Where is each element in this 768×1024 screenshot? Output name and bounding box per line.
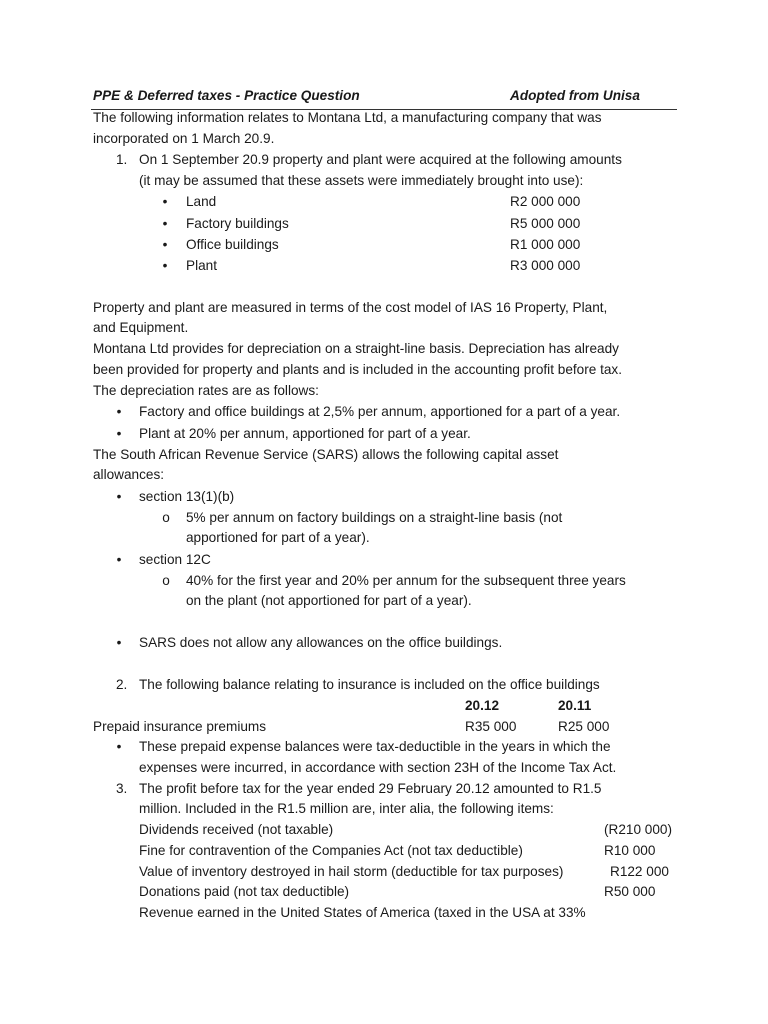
document-title: PPE & Deferred taxes - Practice Question bbox=[93, 88, 360, 103]
document-source: Adopted from Unisa bbox=[510, 88, 640, 103]
item3-text: The profit before tax for the year ended 29 February 20.12 amounted to R1.5 bbox=[139, 781, 602, 796]
depreciation-rate: Plant at 20% per annum, apportioned for part of a year. bbox=[139, 426, 471, 441]
bullet-icon: • bbox=[116, 739, 122, 754]
column-header: 20.12 bbox=[465, 698, 500, 713]
asset-amount: R5 000 000 bbox=[510, 216, 581, 231]
asset-label: Office buildings bbox=[186, 237, 279, 252]
intro-line: incorporated on 1 March 20.9. bbox=[93, 131, 275, 146]
circle-bullet-icon: o bbox=[162, 573, 170, 588]
circle-bullet-icon: o bbox=[162, 510, 170, 525]
item-number: 1. bbox=[116, 152, 128, 167]
column-header: 20.11 bbox=[558, 698, 592, 713]
asset-label: Factory buildings bbox=[186, 216, 289, 231]
bullet-icon: • bbox=[116, 426, 122, 441]
bullet-icon: • bbox=[162, 216, 168, 231]
bullet-icon: • bbox=[116, 404, 122, 419]
section-detail: apportioned for part of a year). bbox=[186, 530, 370, 545]
profit-item-amount: R10 000 bbox=[604, 843, 656, 858]
asset-label: Plant bbox=[186, 258, 217, 273]
row-value: R25 000 bbox=[558, 719, 610, 734]
section-label: section 12C bbox=[139, 552, 211, 567]
paragraph-line: Property and plant are measured in terms of the cost model of IAS 16 Property, Plant, bbox=[93, 300, 608, 315]
section-detail: 40% for the first year and 20% per annum for the subsequent three years bbox=[186, 573, 626, 588]
depreciation-rate: Factory and office buildings at 2,5% per annum, apportioned for a part of a year. bbox=[139, 404, 621, 419]
asset-amount: R3 000 000 bbox=[510, 258, 581, 273]
item1-text: (it may be assumed that these assets were immediately brought into use): bbox=[139, 173, 584, 188]
profit-item-label: Dividends received (not taxable) bbox=[139, 822, 334, 837]
bullet-icon: • bbox=[162, 237, 168, 252]
paragraph-line: been provided for property and plants and is included in the accounting profit before tax. bbox=[93, 362, 622, 377]
asset-amount: R2 000 000 bbox=[510, 194, 581, 209]
note-line: expenses were incurred, in accordance with section 23H of the Income Tax Act. bbox=[139, 760, 617, 775]
paragraph-line: allowances: bbox=[93, 467, 165, 482]
item2-text: The following balance relating to insurance is included on the office buildings bbox=[139, 677, 600, 692]
profit-item-amount: R50 000 bbox=[604, 884, 656, 899]
row-label: Prepaid insurance premiums bbox=[93, 719, 267, 734]
intro-line: The following information relates to Montana Ltd, a manufacturing company that was bbox=[93, 110, 602, 125]
paragraph-line: The South African Revenue Service (SARS) allows the following capital asset bbox=[93, 447, 559, 462]
office-note: SARS does not allow any allowances on the office buildings. bbox=[139, 635, 503, 650]
item-number: 2. bbox=[116, 677, 128, 692]
profit-item-amount: R122 000 bbox=[610, 864, 669, 879]
item3-text: million. Included in the R1.5 million are, inter alia, the following items: bbox=[139, 801, 554, 816]
bullet-icon: • bbox=[116, 635, 122, 650]
section-detail: on the plant (not apportioned for part of a year). bbox=[186, 593, 472, 608]
note-line: These prepaid expense balances were tax-deductible in the years in which the bbox=[139, 739, 611, 754]
profit-item-label: Revenue earned in the United States of America (taxed in the USA at 33% bbox=[139, 905, 586, 920]
item1-text: On 1 September 20.9 property and plant were acquired at the following amounts bbox=[139, 152, 622, 167]
bullet-icon: • bbox=[162, 258, 168, 273]
paragraph-line: Montana Ltd provides for depreciation on a straight-line basis. Depreciation has already bbox=[93, 341, 619, 356]
item-number: 3. bbox=[116, 781, 128, 796]
row-value: R35 000 bbox=[465, 719, 517, 734]
bullet-icon: • bbox=[116, 552, 122, 567]
profit-item-amount: (R210 000) bbox=[604, 822, 673, 837]
section-detail: 5% per annum on factory buildings on a straight-line basis (not bbox=[186, 510, 563, 525]
profit-item-label: Donations paid (not tax deductible) bbox=[139, 884, 350, 899]
asset-amount: R1 000 000 bbox=[510, 237, 581, 252]
paragraph-line: The depreciation rates are as follows: bbox=[93, 383, 319, 398]
bullet-icon: • bbox=[116, 489, 122, 504]
paragraph-line: and Equipment. bbox=[93, 320, 189, 335]
bullet-icon: • bbox=[162, 194, 168, 209]
asset-label: Land bbox=[186, 194, 217, 209]
profit-item-label: Fine for contravention of the Companies Act (not tax deductible) bbox=[139, 843, 523, 858]
section-label: section 13(1)(b) bbox=[139, 489, 235, 504]
profit-item-label: Value of inventory destroyed in hail storm (deductible for tax purposes) bbox=[139, 864, 564, 879]
